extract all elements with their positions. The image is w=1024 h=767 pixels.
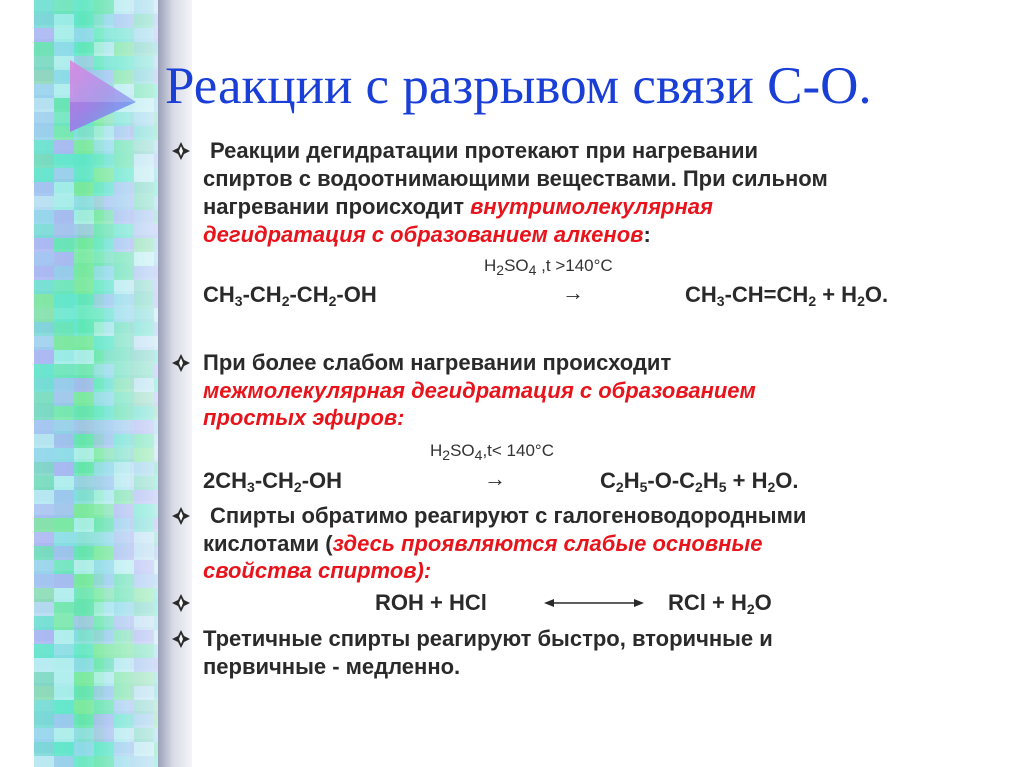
eq2-cond-part: SO bbox=[450, 441, 475, 460]
eq2-sub: 2 bbox=[615, 479, 624, 495]
eq1-part: + H bbox=[816, 282, 858, 307]
eq1-part: CH bbox=[685, 282, 717, 307]
eq1-product bbox=[685, 280, 888, 309]
eq1-sub: 3 bbox=[716, 293, 725, 309]
bullet1-line4-end: : bbox=[643, 222, 651, 247]
eq2-part: 2CH bbox=[203, 468, 248, 493]
eq1-cond-part: SO bbox=[504, 256, 529, 275]
bullet4-line1: Третичные спирты реагируют быстро, вторичные и bbox=[203, 626, 773, 651]
eq2-sub: 2 bbox=[695, 479, 703, 495]
bullet1-line3-plain: нагревании происходит bbox=[203, 194, 471, 219]
bullet1-line4 bbox=[203, 220, 651, 249]
bullet2-line1: При более слабом нагревании происходит bbox=[203, 350, 672, 375]
diamond-bullet-icon bbox=[172, 354, 190, 372]
double-arrow-icon bbox=[544, 593, 644, 613]
eq1-sub: 2 bbox=[281, 293, 290, 309]
bullet1-emphasis-alkenes: дегидратация с образованием алкенов bbox=[203, 222, 644, 247]
diamond-bullet-icon bbox=[172, 594, 190, 612]
eq2-sub: 3 bbox=[247, 479, 255, 495]
eq3-part: O bbox=[754, 590, 772, 615]
eq3-reactant: ROH + HCl bbox=[375, 590, 487, 615]
eq2-sub: 2 bbox=[767, 479, 776, 495]
left-margin bbox=[0, 0, 34, 767]
eq1-cond-sub: 2 bbox=[496, 262, 505, 278]
eq2-part: -OH bbox=[301, 468, 343, 493]
bullet2-emphasis-ethers: простых эфиров: bbox=[203, 405, 405, 430]
eq1-part: O. bbox=[864, 282, 889, 307]
eq2-part: -O-C bbox=[647, 468, 696, 493]
eq2-part: C bbox=[600, 468, 616, 493]
eq2-condition bbox=[430, 441, 554, 461]
eq1-condition bbox=[484, 256, 613, 276]
eq1-part: -CH bbox=[289, 282, 329, 307]
eq1-reactant bbox=[203, 280, 377, 309]
bullet3-emphasis-basic: здесь проявляются слабые основные bbox=[332, 531, 763, 556]
diamond-bullet-icon bbox=[172, 630, 190, 648]
bullet4-line2: первичные - медленно. bbox=[203, 654, 461, 679]
eq1-part: -CH=CH bbox=[724, 282, 809, 307]
eq2-part: H bbox=[623, 468, 640, 493]
play-triangle-icon bbox=[62, 56, 142, 136]
eq2-cond-sub: 2 bbox=[442, 447, 451, 463]
eq2-part: O. bbox=[775, 468, 799, 493]
eq1-sub: 3 bbox=[234, 293, 243, 309]
eq2-part: + H bbox=[726, 468, 768, 493]
slide-title: Реакции с разрывом связи С-О. bbox=[165, 57, 872, 115]
bullet2-emphasis-intermolecular: межмолекулярная дегидратация с образованием bbox=[203, 378, 756, 403]
eq1-sub: 2 bbox=[857, 293, 865, 309]
eq3-product bbox=[668, 588, 772, 617]
eq1-cond-sub: 4 bbox=[528, 262, 537, 278]
eq2-part: -CH bbox=[254, 468, 294, 493]
bullet1-line2: спиртов с водоотнимающими веществами. При сильном bbox=[203, 166, 828, 191]
diamond-bullet-icon bbox=[172, 507, 190, 525]
bullet3-emphasis-properties: свойства спиртов): bbox=[203, 558, 432, 583]
eq2-sub: 5 bbox=[639, 479, 648, 495]
eq2-sub: 2 bbox=[293, 479, 302, 495]
bullet1-line3 bbox=[203, 192, 713, 221]
eq1-part: -OH bbox=[336, 282, 377, 307]
bullet1-emphasis-intramolecular: внутримолекулярная bbox=[470, 194, 713, 219]
eq2-cond-part: H bbox=[430, 441, 443, 460]
bullet3-line2 bbox=[203, 529, 762, 558]
bullet1-line1: Реакции дегидратации протекают при нагревании bbox=[210, 138, 759, 163]
bullet3-line1: Спирты обратимо реагируют с галогеноводородными bbox=[210, 503, 807, 528]
eq1-cond-part: ,t >140°C bbox=[536, 256, 613, 275]
eq3-sub: 2 bbox=[746, 601, 755, 617]
eq1-cond-part: H bbox=[484, 256, 497, 275]
eq3-part: RCl + H bbox=[668, 590, 747, 615]
eq1-arrow: → bbox=[562, 280, 584, 305]
eq1-part: -CH bbox=[242, 282, 282, 307]
eq2-part: H bbox=[702, 468, 719, 493]
eq2-sub: 5 bbox=[718, 479, 727, 495]
diamond-bullet-icon bbox=[172, 142, 190, 160]
eq2-cond-part: ,t< 140°C bbox=[482, 441, 554, 460]
eq2-product bbox=[600, 466, 799, 495]
eq1-part: CH bbox=[203, 282, 235, 307]
eq2-arrow: → bbox=[484, 466, 506, 491]
bullet3-line2-plain: кислотами ( bbox=[203, 531, 333, 556]
eq2-cond-sub: 4 bbox=[474, 447, 483, 463]
eq1-sub: 2 bbox=[328, 293, 337, 309]
eq2-reactant bbox=[203, 466, 342, 495]
eq1-sub: 2 bbox=[808, 293, 817, 309]
